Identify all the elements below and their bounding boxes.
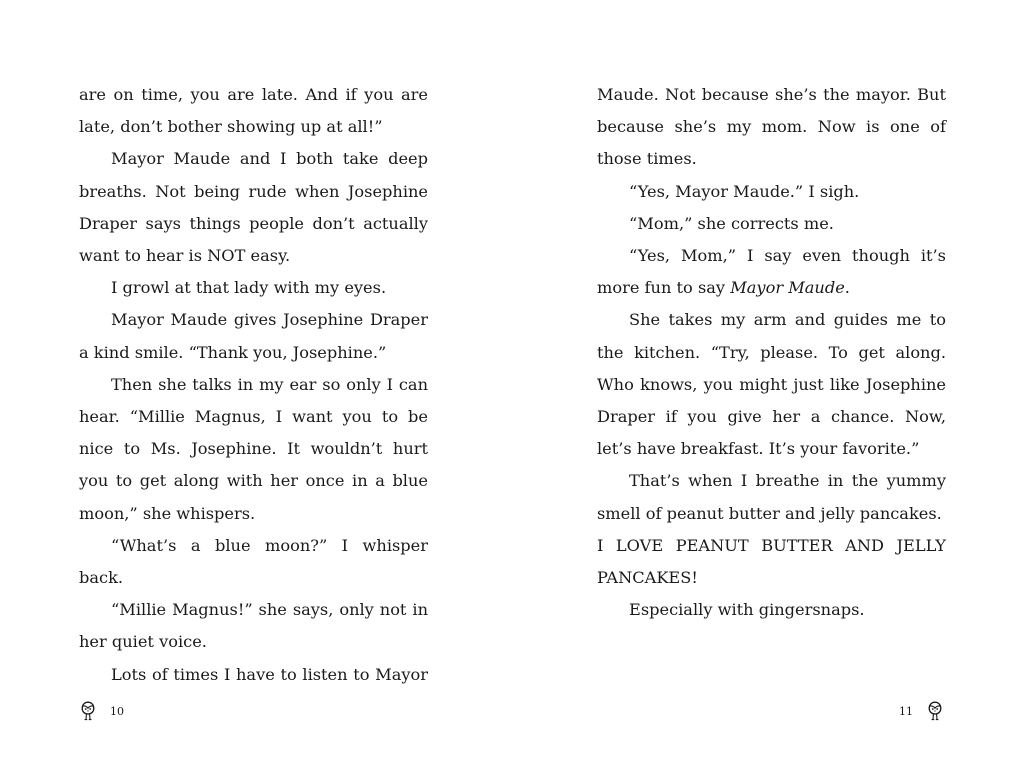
page-number: 11 bbox=[899, 704, 913, 718]
left-page-text bbox=[79, 79, 428, 691]
paragraph: She takes my arm and guides me to the kitchen. “Try, please. To get along. Who knows, you might just like Josephine Draper if you give her a chance. Now, let’s have breakfast. It’s your favorite.” bbox=[597, 310, 946, 459]
paragraph: Mayor Maude and I both take deep breaths. Not being rude when Josephine Draper says things people don’t actually want to hear is NOT easy. bbox=[79, 149, 428, 266]
page-number: 10 bbox=[110, 704, 124, 718]
left-page-footer bbox=[80, 700, 124, 722]
paragraph: Especially with gingersnaps. bbox=[629, 600, 865, 620]
paragraph bbox=[597, 240, 946, 304]
right-page-text bbox=[597, 79, 946, 626]
italic-text: Mayor Maude bbox=[730, 278, 845, 298]
paragraph: Maude. Not because she’s the mayor. But because she’s my mom. Now is one of those times. bbox=[597, 85, 946, 169]
paragraph: “What’s a blue moon?” I whisper back. bbox=[79, 535, 428, 588]
paragraph-text: . bbox=[844, 278, 850, 298]
paragraph-text: “Yes, Mom,” I say even though it’s more fun to say bbox=[597, 246, 946, 298]
paragraph: “Mom,” she corrects me. bbox=[629, 213, 834, 233]
bird-icon bbox=[927, 701, 943, 721]
paragraph: That’s when I breathe in the yummy smell of peanut butter and jelly pancakes. bbox=[597, 471, 946, 523]
right-page-footer bbox=[899, 700, 943, 722]
paragraph: I growl at that lady with my eyes. bbox=[111, 278, 387, 298]
paragraph: Lots of times I have to listen to Mayor bbox=[111, 664, 428, 684]
bird-icon bbox=[80, 701, 96, 721]
paragraph: Then she talks in my ear so only I can hear. “Millie Magnus, I want you to be nice to Ms. Josephine. It wouldn’t hurt you to get along with her once in a blue moon,” she whispers. bbox=[79, 374, 428, 523]
paragraph: Mayor Maude gives Josephine Draper a kind smile. “Thank you, Josephine.” bbox=[79, 310, 428, 362]
paragraph: I LOVE PEANUT BUTTER AND JELLY PANCAKES! bbox=[597, 535, 946, 588]
paragraph: are on time, you are late. And if you are late, don’t bother showing up at all!” bbox=[79, 85, 428, 137]
paragraph: “Millie Magnus!” she says, only not in her quiet voice. bbox=[79, 600, 428, 652]
paragraph: “Yes, Mayor Maude.” I sigh. bbox=[629, 181, 860, 201]
